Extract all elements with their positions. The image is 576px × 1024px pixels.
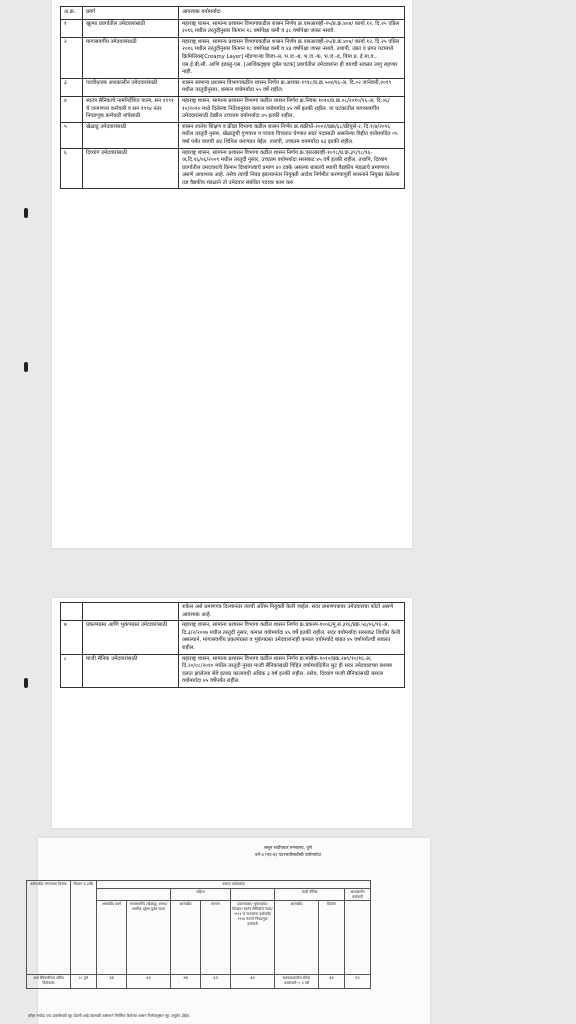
- summary-h-women: महिला: [171, 888, 231, 901]
- summary-sub: आराखीव: [171, 901, 201, 975]
- row-requirement: महाराष्ट्र शासन, सामान्य प्रशासन विभागाकडील शासन निर्णय क्र.एसआरव्ही-२५/प्र.क्र.४०४/ कार्या.१२, दि.२५ एप्रिल २०१६ मधील तरतुदीनुसार किमान १८ वर्षापेक्षा कमी व ४३ वर्षापेक्षा जास्त नसावे. तथापी, उन्नत व प्रगत गटामध्ये क्रिमिलियर[Creamy Layer] मोडणाऱ्या विजा-अ, भ.ज.-ब, भ.ज.-क, भ.ज.-ड, विमा.प्र. ई.मा.व., एस.ई.बी.सी. आणि इडब्लु-एस. [आर्थिकदृष्ट्या दुर्बल घटक] प्रवर्गातील उमेदवारांना ही वयाची सवलत लागु राहणार नाही.: [179, 37, 405, 78]
- row-serial: २: [61, 37, 83, 78]
- row-requirement: शासन सामान्य प्रशासन विभागाकडील शासन निर्णय क्र.अंशका-१९१८/प्र.क्र.५०४/१६-अ, दि.०२ जानेवारी,२०१९ मधील तरतुदीनुसार, कमाल वयोमर्यादा ५५ वर्षे राहील.: [179, 78, 405, 96]
- row-serial: ५: [61, 122, 83, 148]
- summary-h-date: वयोमर्यादा गणण्याचा दिनांक: [27, 881, 71, 975]
- binding-mark: [24, 208, 28, 218]
- summary-data-row: [27, 975, 371, 989]
- row-requirement: महाराष्ट्र शासन, सामान्य प्रशासन विभागाकडील शासन निर्णय क्र.एसआरव्ही-२५/प्र.क्र.४०४/ कार्या.१२, दि.२५ एप्रिल २०१६ मधील तरतुदीनुसार किमान १८ वर्षापेक्षा कमी व ३८ वर्षापेक्षा जास्त नसावे.: [179, 19, 405, 37]
- table-row: [61, 19, 405, 37]
- summary-value: 43: [201, 975, 231, 989]
- row-category: प्रकल्पग्रस्त आणि भुकंपग्रस्त उमेदवारांसाठी: [83, 621, 179, 654]
- summary-value: 45: [231, 975, 275, 989]
- row-category: माजी सैनिक उमेदवारांसाठी: [83, 654, 179, 687]
- summary-subtitle: वर्ग-४ (गट-ड) पदभरतीसाठीची वयोमर्यादा: [255, 853, 321, 858]
- table-header-row: [61, 7, 405, 20]
- row-category: खुल्या प्रवर्गातील उमेदवारांसाठी: [83, 19, 179, 37]
- header-requirement: आवश्यक वयोमर्यादा: [179, 7, 405, 20]
- row-serial: ६: [61, 148, 83, 189]
- document-page-2: [52, 598, 412, 828]
- table-row: [61, 654, 405, 687]
- summary-sub: मागासवर्गीय /खेळाडू/ अनाथ/ आर्थिक दृष्ट्या दुर्बल घटक: [127, 901, 171, 975]
- summary-h-blank: [97, 888, 171, 901]
- table-row: [61, 96, 405, 122]
- summary-divyang-value: 45: [319, 975, 345, 989]
- row-serial: ३: [61, 78, 83, 96]
- table-row: [61, 122, 405, 148]
- binding-mark: [24, 362, 28, 372]
- row-requirement: महाराष्ट्र शासन, सामान्य प्रशासन विभागा कडील शासन निर्णय क्र.मासैक-१०१०/प्रक्र.२७९/१०/१६-अ, दि.२०/०८/२०१० मधील तरतुदी नुसार माजी सैनिकांसाठी विहित वयोमर्यादेतील सुट ही सदर उमेदवाराच्या सशस्त्र दलात झालेल्या सेवे इतका कालावधी अधिक ३ वर्ष इतकी राहील. तसेच, दिव्यांग माजी सैनिकांसाठी कमाल वयोमर्यादा ४५ वर्षेपर्यंत राहील.: [179, 654, 405, 687]
- summary-sub: प्रकल्पग्रस्त/ भुकंपग्रस्त/ दिव्यांग/ स्वतंत्र सैनिकांचे पाल्य/ १९९१ चे जनगणना कर्मचारी/ १९९४ नंतरचे निवडणूक कर्मचारी: [231, 901, 275, 975]
- row-requirement: शकेल असे प्रमाणपत्र दिल्यानंतर त्याची अंतिम नियुक्ती केली जाईल. सदर प्रमाणपत्रावर उमेदवाराचा फोटो असणे आवश्यक आहे.: [179, 603, 405, 621]
- table-row: [61, 603, 405, 621]
- summary-value: 43: [127, 975, 171, 989]
- row-serial: ८: [61, 654, 83, 687]
- row-serial: ७: [61, 621, 83, 654]
- summary-value: 38: [171, 975, 201, 989]
- summary-h-max: कमाल वयोमर्यादा: [97, 881, 371, 889]
- summary-h-exservice: माजी सैनिक: [275, 888, 345, 901]
- summary-sub: दिव्यांग: [319, 901, 345, 975]
- row-serial: १: [61, 19, 83, 37]
- summary-date-label: अर्ज स्विकारीच्या अंतिम दिनांकास: [27, 975, 71, 989]
- summary-h-blank: [231, 888, 275, 901]
- summary-title: ससून सर्वोपचार रुग्णालय, पुणे: [263, 846, 313, 851]
- summary-h-min: किमान व.(वर्षे): [71, 881, 97, 975]
- age-limit-table-continued: [60, 602, 405, 688]
- row-category: पदवीधारक अंशकालीन उमेदवारांसाठी: [83, 78, 179, 96]
- summary-header-row: [27, 881, 371, 889]
- summary-sub: आराखीव: [275, 901, 319, 975]
- row-category: [83, 603, 179, 621]
- table-row: [61, 37, 405, 78]
- row-category: खेळाडू उमेदवारांसाठी: [83, 122, 179, 148]
- summary-sub: मागास: [201, 901, 231, 975]
- row-requirement: महाराष्ट्र शासन, सामान्य प्रशासन विभागा कडील शासन निर्णय क्र.प्रकल्प-१००६/मु.स.३९६/प्रक्र.५६/०६/१६-अ, दि.३/२/२००७ मधील तरतुदी नुसार, कमाल वयोमर्यादा ४५ वर्षे इतकी राहील. सदर वयोमर्यादा सरसकट शिथील केली असल्याने, मागासवर्गीय प्रकल्पग्रस्त व भुकंपग्रस्त उमेदवारांनाही कमाल वयोमर्यादे बाबत ४५ वर्षापर्यंतची सवलत राहील.: [179, 621, 405, 654]
- row-category: दिव्यांग उमेदवारांसाठी: [83, 148, 179, 189]
- age-limit-table: [60, 6, 405, 189]
- summary-min-age: १८ पुर्ण: [71, 975, 97, 989]
- binding-mark: [24, 678, 28, 688]
- document-page-1: [52, 0, 412, 548]
- header-category: प्रवर्ग: [83, 7, 179, 20]
- summary-age-table: [26, 880, 371, 989]
- row-requirement: महाराष्ट्र शासन, सामान्य प्रशासन विभागा कडील शासन निर्णय क्र.निवक १०१०/प्र.क्र.०८/२०१०/१६-अ, दि.०६/ १०/२०१० मध्ये दिलेल्या निर्देशानुसार कमाल वयोमर्यादा ४५ वर्षे इतकी राहील. या घटकातील मागासवर्गीय उमेदवारांसाठी देखील उच्चत्तम वयोमर्यादा ४५ इतकी राहील.: [179, 96, 405, 122]
- row-category: मागासवर्गीय उमेदवारांसाठी: [83, 37, 179, 78]
- table-row: [61, 148, 405, 189]
- table-row: [61, 621, 405, 654]
- summary-h-parttime: अंशकालीन कर्मचारी: [345, 888, 371, 901]
- summary-sub-blank: [345, 901, 371, 975]
- summary-value: 38: [97, 975, 127, 989]
- row-serial: [61, 603, 83, 621]
- summary-sub: आराखीव प्रवर्ग: [97, 901, 127, 975]
- row-serial: ४: [61, 96, 83, 122]
- row-requirement: महाराष्ट्र शासन, सामान्य प्रशासन विभागा कडील शासन निर्णय क्र.एसआरव्ही-१०९८/प्र.क्र.३९/९८/१६-अ,दि.१६/०६/२००१ मधील तरतुदी नुसार, उच्चतम वयोमर्यादा सरसकट ४५ वर्षे इतकी राहील. तथापि, दिव्यांग प्रवर्गातील उमदवारांचे किमान दिव्यांगत्वाचे प्रमाण ४० टक्के असल्या बाबतचे स्थायी वैद्यकीय मंडळाचे प्रमाणपत्र असणे आवश्यक आहे. तसेच त्यांची निवड झाल्यानंतर नियुक्ती आदेश निर्गमीत करण्यापुर्वी शासनाने नियुक्त केलेल्या तज्ञ वैद्यकीय मंडळाने तो उमेदवार संबंधित पदावर काम करु: [179, 148, 405, 189]
- summary-footnote: वरील मर्यादा ज्या प्रवर्गांसाठी सुट घेतली आहे त्यासाठी शासनाने निर्गमित केलेल्या शासन निर्णयानुसार सुट अनुज्ञेय होईल.: [28, 1013, 191, 1018]
- summary-parttime-value: 55: [345, 975, 371, 989]
- summary-exservice-value: सशस्त्रदलातील सेवेचा कालावधी + ३ वर्षे: [275, 975, 319, 989]
- row-requirement: शासन शालेय शिक्षण व क्रीडा विभागा कडील शासन निर्णय क्र.राक्रीधो-२००२/प्रक्र/६८/क्रीयुसे-२, दि.१/७/२०१६ मधील तरतुदी नुसार, खेळाडूची गुणवत्ता व पात्रता विचारात घेण्यात सदर पदासाठी असलेल्या विहीत वयोमर्यादेत ०५ वर्षा पर्यंत वयाची अट शिथिल करण्यात येईल. तथापी, उच्चतम वयमर्यादा ४३ इतकी राहील.: [179, 122, 405, 148]
- table-row: [61, 78, 405, 96]
- header-serial: अ.क्र.: [61, 7, 83, 20]
- row-category: स्वतंत्र सैनिकाचे नामनिर्देशित पाल्य, सन १९९१ चे जनगणना कर्मचारी व सन १९९४ नंतर निवडणूक कर्मचारी यांचेसाठी: [83, 96, 179, 122]
